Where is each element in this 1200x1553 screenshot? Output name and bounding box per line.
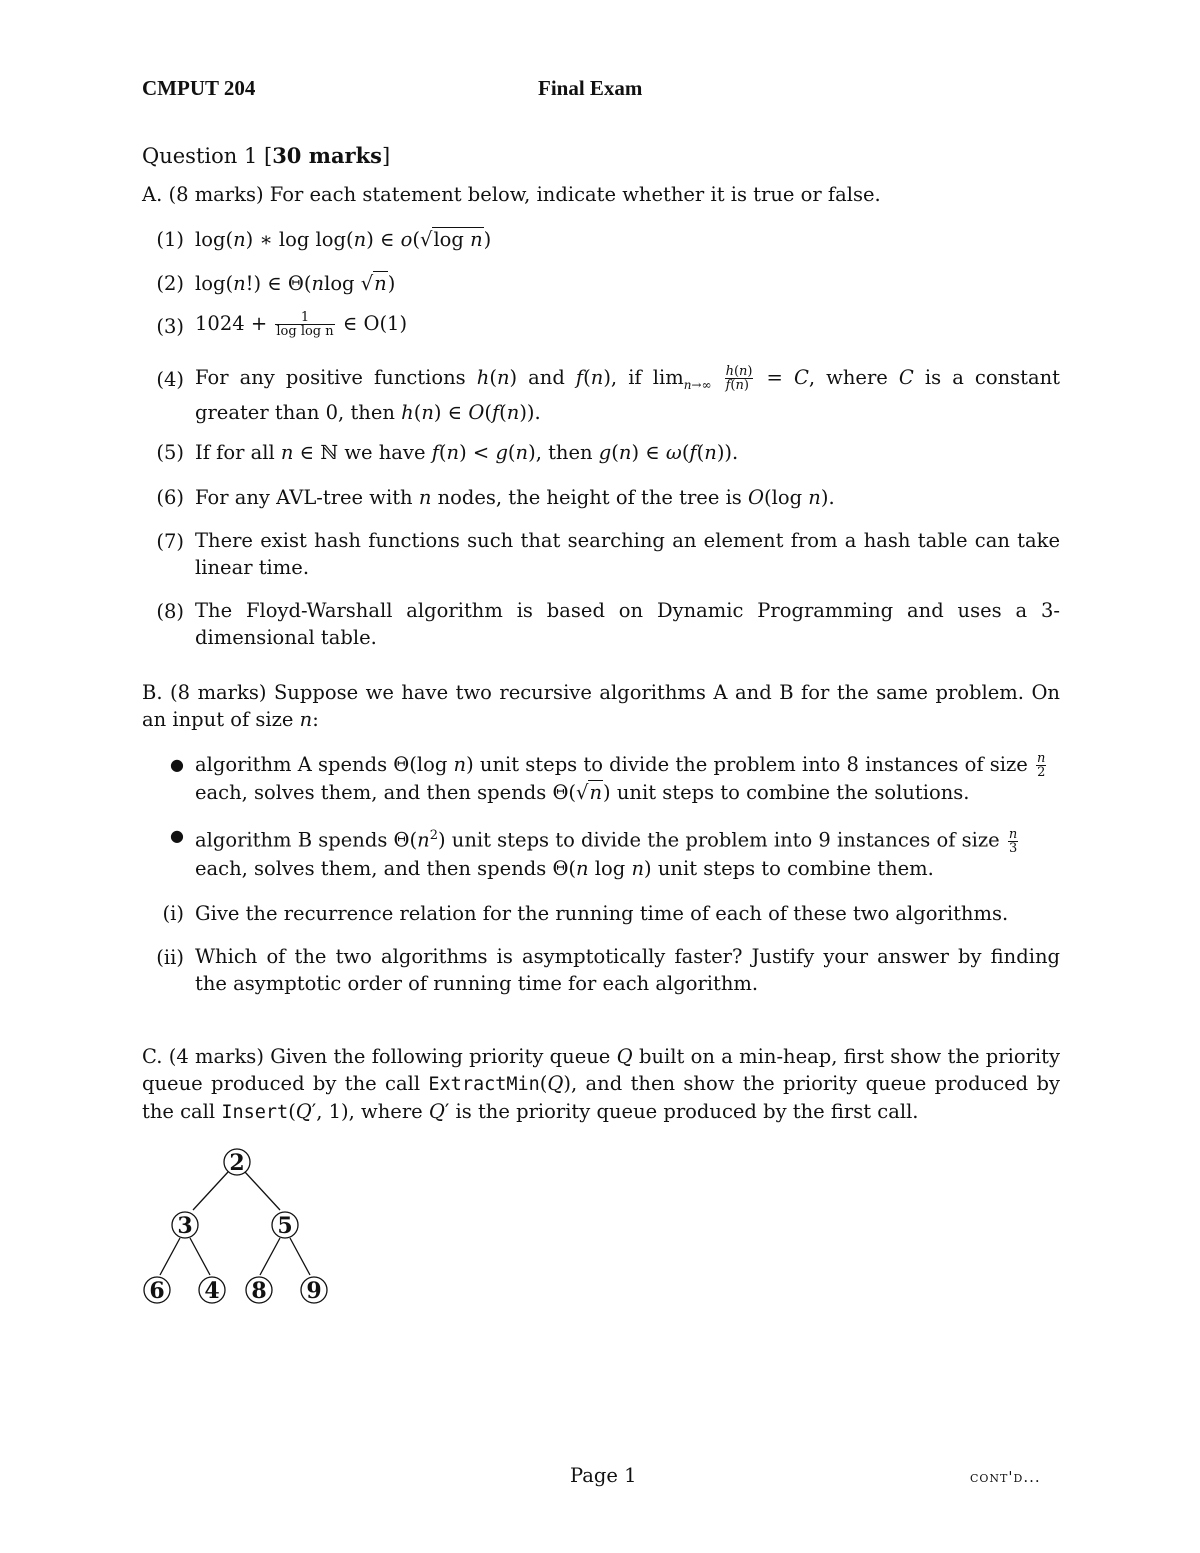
- statement-2: log(n!) ∈ Θ(nlog √n): [195, 272, 396, 295]
- item-label: (1): [156, 228, 184, 251]
- heap-node: 8: [251, 1278, 267, 1304]
- statement-4: For any positive functions h(n) and f(n), if $\lim_{n\to\infty}$ $\frac{h(n)}{f(n)}$ = C, where C is a constant greater than 0, then h(n) ∈ O(f(n)).: [195, 364, 1060, 424]
- item-label: (4): [156, 368, 184, 391]
- item-label: (7): [156, 530, 184, 553]
- part-c-text: C. (4 marks) Given the following priority queue Q built on a min-heap, first show the priority queue produced by the call ExtractMin(Q), and then show the priority queue produced by the call Insert(Q′, 1), where Q′ is the priority queue produced by the first call.: [142, 1045, 1060, 1123]
- bullet-icon: ●: [170, 826, 184, 845]
- algorithm-a-description: algorithm A spends Θ(log n) unit steps to divide the problem into 8 instances of size $\frac{n}{2}$ each, solves them, and then spends Θ(√n) unit steps to combine the solutions.: [195, 751, 1046, 804]
- exam-title: Final Exam: [538, 76, 643, 100]
- item-label: (8): [156, 600, 184, 623]
- question-b-ii: Which of the two algorithms is asymptotically faster? Justify your answer by finding the asymptotic order of running time for each algorithm.: [195, 945, 1060, 995]
- heap-node: 3: [177, 1213, 193, 1239]
- bullet-icon: ●: [170, 755, 184, 774]
- heap-node: 6: [149, 1278, 165, 1304]
- statement-3: 1024 + $\frac{1}{\text{log log n}}$ ∈ O(1): [195, 310, 408, 339]
- statement-5: If for all n ∈ ℕ we have f(n) < g(n), then g(n) ∈ ω(f(n)).: [195, 441, 739, 464]
- item-label: (6): [156, 486, 184, 509]
- item-label: (i): [162, 902, 184, 925]
- heap-node: 4: [204, 1278, 220, 1304]
- item-label: (ii): [156, 946, 184, 969]
- item-label: (5): [156, 441, 184, 464]
- heap-node: 5: [277, 1213, 293, 1239]
- algorithm-b-description: algorithm B spends $\Theta(n^2)$ unit steps to divide the problem into 9 instances of size $\frac{n}{3}$ each, solves them, and then spends Θ(n log n) unit steps to combine them.: [195, 826, 1018, 880]
- min-heap-diagram: [130, 1140, 350, 1315]
- statement-6: For any AVL-tree with n nodes, the height of the tree is O(log n).: [195, 486, 835, 509]
- item-label: (3): [156, 315, 184, 338]
- statement-1: log(n) ∗ log log(n) ∈ o(√log n): [195, 228, 492, 251]
- statement-7: There exist hash functions such that searching an element from a hash table can take linear time.: [195, 529, 1060, 579]
- page-number: Page 1: [570, 1464, 637, 1487]
- question-title: Question 1 [30 marks]: [142, 143, 391, 168]
- statement-8: The Floyd-Warshall algorithm is based on Dynamic Programming and uses a 3-dimensional table.: [195, 599, 1060, 649]
- part-a-intro: A. (8 marks) For each statement below, indicate whether it is true or false.: [142, 183, 881, 206]
- course-code: CMPUT 204: [142, 76, 256, 100]
- heap-node: 2: [229, 1150, 245, 1176]
- item-label: (2): [156, 272, 184, 295]
- question-b-i: Give the recurrence relation for the running time of each of these two algorithms.: [195, 902, 1009, 925]
- heap-node: 9: [306, 1278, 322, 1304]
- part-b-intro: B. (8 marks) Suppose we have two recursive algorithms A and B for the same problem. On an input of size n:: [142, 681, 1060, 731]
- continued-note: cont'd...: [970, 1468, 1041, 1486]
